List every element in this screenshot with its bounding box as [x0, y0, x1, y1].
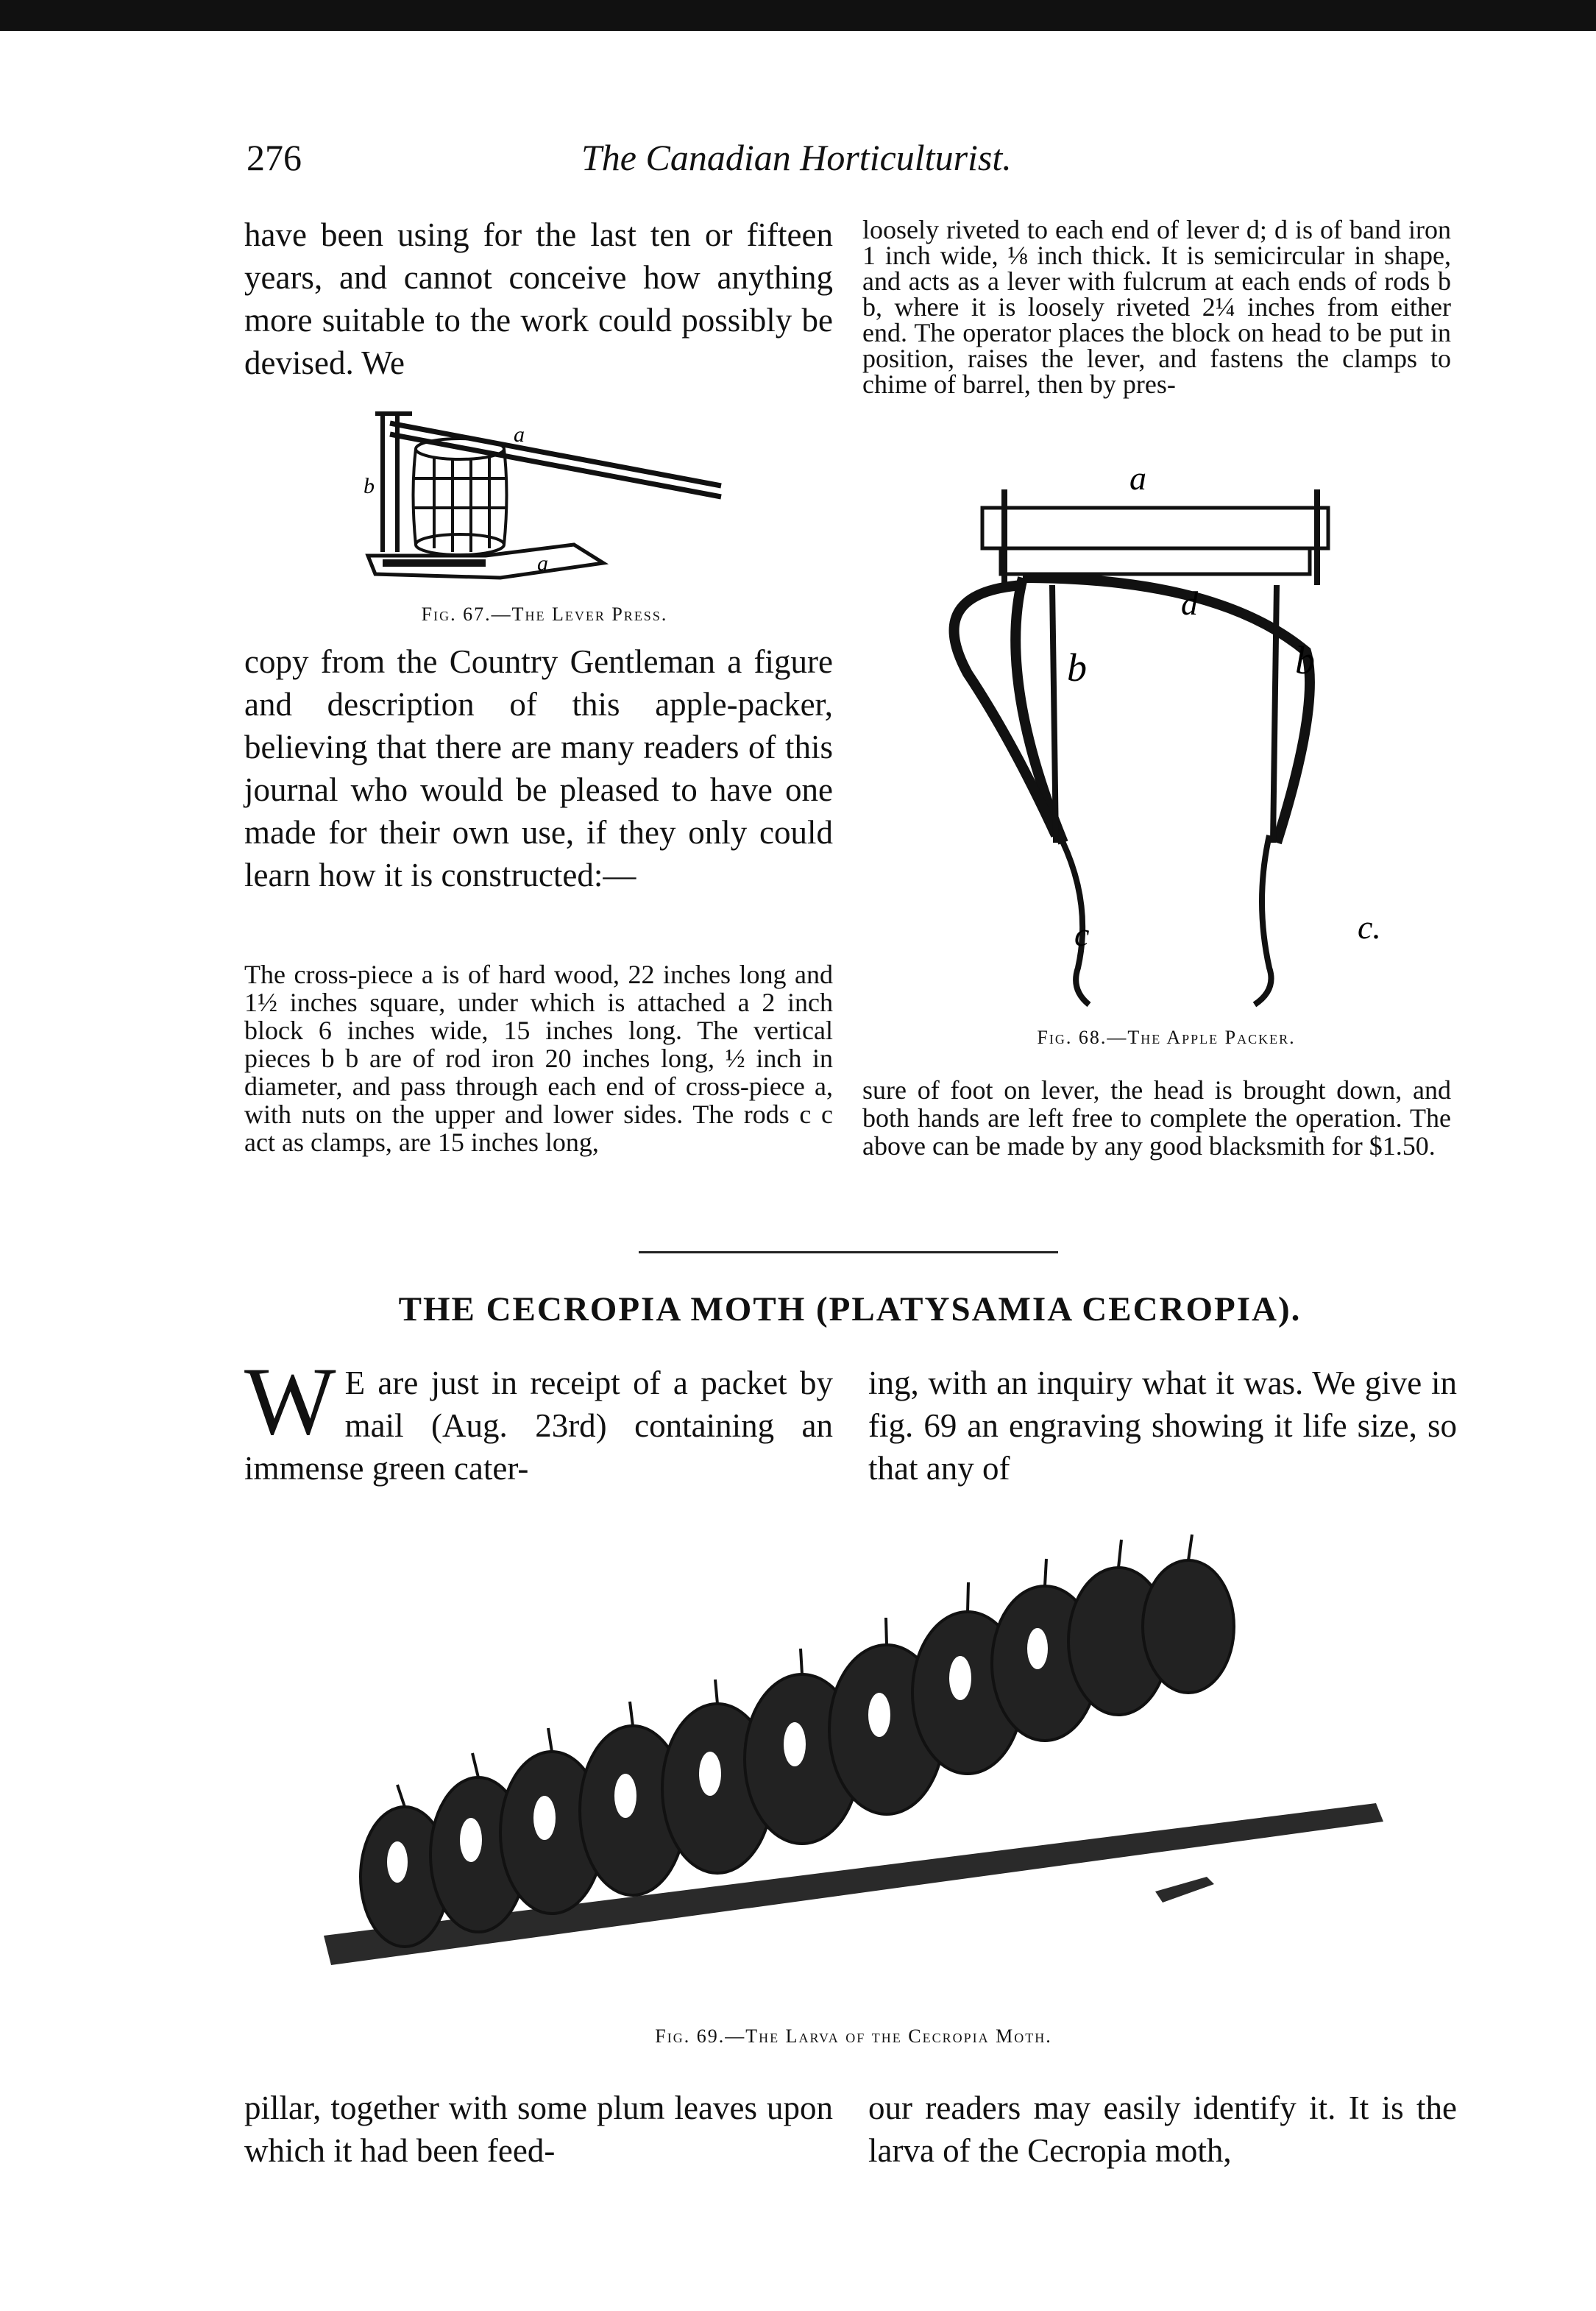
fig67-caption: Fig. 67.—The Lever Press. — [421, 604, 668, 625]
fig68-label-a: a — [1129, 460, 1146, 497]
article-right-bottom-text: our readers may easily identify it. It is the larva of the Cecropia moth, — [868, 2089, 1457, 2169]
left-intro-text: have been using for the last ten or fifteen years, and cannot conceive how anything more suitable to the work could possibly be devised. We — [244, 216, 833, 381]
fig69-caption: Fig. 69.—The Larva of the Cecropia Moth. — [655, 2025, 1052, 2047]
fig67-label-a-lever: a — [514, 422, 525, 447]
fig69-cecropia-larva — [309, 1494, 1398, 2009]
right-description-text: loosely riveted to each end of lever d; d is of band iron 1 inch wide, ⅛ inch thick. It is semicircular in shape, and acts as a lever with fulcrum at each ends of rods b b, where it is loosely riveted 2¼ inches from either end. The operator places the block on head to be put in position, raises the lever, and fastens the clamps to chime of barrel, then by pres- — [862, 215, 1451, 399]
fig68-label-b-left: b — [1067, 645, 1087, 690]
article-right-top-block — [868, 1362, 1457, 1490]
press-base — [368, 545, 603, 578]
section-divider — [639, 1251, 1058, 1253]
fig68-label-c-left: c — [1074, 916, 1090, 953]
lever-d — [954, 578, 1310, 843]
fig68-label-b-right: b — [1295, 638, 1315, 682]
clamps-c — [1060, 835, 1272, 1005]
article-right-bottom-block — [868, 2087, 1457, 2172]
fig68-label-c-right: c. — [1358, 908, 1381, 946]
article-left-top-block — [244, 1347, 833, 1490]
fig67-lever-press — [353, 397, 736, 596]
fig68-apple-packer — [909, 460, 1424, 1019]
press-lever — [390, 423, 721, 497]
rods-b — [1052, 585, 1277, 843]
left-description-text: The cross-piece a is of hard wood, 22 inches long and 1½ inches square, under which is attached a 2 inch block 6 inches wide, 15 inches long. The vertical pieces b b are of rod iron 20 inches long, ½ inch in diameter, and pass through each end of cross-piece a, with nuts on the upper and lower sides. The rods c c act as clamps, are 15 inches long, — [244, 960, 833, 1157]
right-continuation-text: sure of foot on lever, the head is brought down, and both hands are left free to complete the operation. The above can be made by any good blacksmith for $1.50. — [862, 1075, 1451, 1161]
left-intro-block — [244, 213, 833, 384]
page-number: 276 — [247, 137, 302, 178]
drop-cap: W — [244, 1347, 336, 1455]
article-left-top-text: E are just in receipt of a packet by mail (Aug. 23rd) containing an immense green cater- — [244, 1365, 833, 1487]
article-right-top-text: ing, with an inquiry what it was. We give in fig. 69 an engraving showing it life size, so that any of — [868, 1365, 1457, 1487]
article-title: THE CECROPIA MOTH (PLATYSAMIA CECROPIA). — [398, 1290, 1302, 1328]
article-left-bottom-block — [244, 2087, 833, 2172]
right-description-block — [862, 217, 1451, 397]
fig67-label-a-base: a — [537, 551, 548, 576]
fig68-label-d: d — [1181, 584, 1198, 622]
fig67-label-b: b — [363, 474, 375, 498]
left-description-block — [244, 960, 833, 1156]
left-continuation-text: copy from the Country Gentleman a figure and description of this apple-packer, believing that there are many readers of this journal who would be pleased to have one made for their own use, if they only could learn how it is constructed:— — [244, 643, 833, 893]
left-continuation-block — [244, 640, 833, 896]
scan-top-edge — [0, 0, 1596, 31]
running-title: The Canadian Horticulturist. — [581, 137, 1012, 178]
barrel — [414, 439, 507, 555]
cross-piece — [982, 508, 1328, 574]
article-left-bottom-text: pillar, together with some plum leaves upon which it had been feed- — [244, 2089, 833, 2169]
fig68-caption: Fig. 68.—The Apple Packer. — [1037, 1027, 1296, 1048]
right-continuation-block — [862, 1076, 1451, 1160]
